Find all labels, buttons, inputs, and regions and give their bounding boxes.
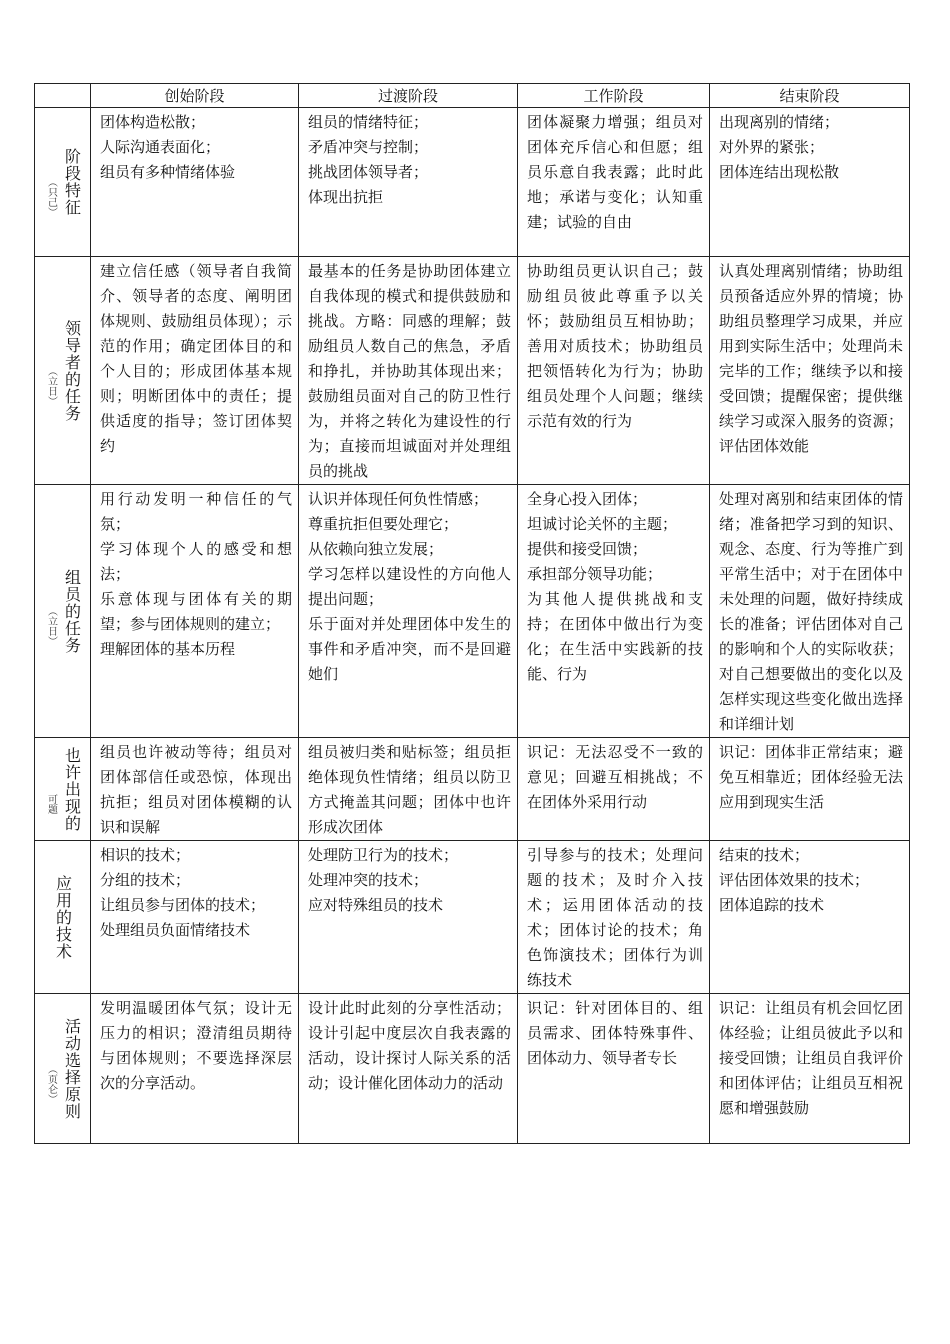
row-label: 应用的技术: [53, 874, 73, 960]
row-label: 领导者的任务: [62, 319, 82, 422]
table-cell: 认真处理离别情绪；协助组员预备适应外界的情境；协助组员整理学习成果，并应用到实际生活中；处理尚未完毕的工作；继续予以和接受回馈；提醒保密；提供继续学习或深入服务的资源；评估团体效能: [710, 257, 910, 485]
row-label: 活动选择原则: [62, 1017, 82, 1120]
table-cell: 识记：针对团体目的、组员需求、团体特殊事件、团体动力、领导者专长: [518, 994, 710, 1144]
col-header-ending: 结束阶段: [710, 84, 910, 108]
table-row: [35, 485, 910, 738]
row-sublabel: （立日）: [45, 365, 57, 406]
header-row: [35, 84, 910, 108]
col-header-transition: 过渡阶段: [299, 84, 518, 108]
table-cell: 处理对离别和结束团体的情绪；准备把学习到的知识、观念、态度、行为等推广到平常生活中；对于在团体中未处理的问题，做好持续成长的准备；评估团体对自己的影响和个人的实际收获；对自己想要做出的变化以及怎样实现这些变化做出选择和详细计划: [710, 485, 910, 738]
table-cell: 引导参与的技术；处理问题的技术；及时介入技术；运用团体活动的技术；团体讨论的技术；角色饰演技术；团体行为训练技术: [518, 841, 710, 994]
table-cell: 建立信任感（领导者自我简介、领导者的态度、阐明团体规则、鼓励组员体现）；示范的作用；确定团体目的和个人目的；形成团体基本规则；明断团体中的责任；提供适度的指导；签订团体契约: [91, 257, 299, 485]
row-label: 阶段特征: [62, 148, 82, 216]
table-cell: 团体凝聚力增强；组员对团体充斥信心和但愿；组员乐意自我表露；此时此地；承诺与变化；认知重建；试验的自由: [518, 108, 710, 257]
row-header: [35, 738, 91, 841]
col-header-working: 工作阶段: [518, 84, 710, 108]
table-cell: 处理防卫行为的技术； 处理冲突的技术； 应对特殊组员的技术: [299, 841, 518, 994]
row-sublabel: （只己）: [45, 177, 57, 217]
table-cell: 发明温暖团体气氛；设计无压力的相识；澄清组员期待与团体规则；不要选择深层次的分享活动。: [91, 994, 299, 1144]
table-cell: 识记：无法忍受不一致的意见；回避互相挑战；不在团体外采用行动: [518, 738, 710, 841]
table-cell: 组员被归类和贴标签；组员拒绝体现负性情绪；组员以防卫方式掩盖其问题；团体中也许形成次团体: [299, 738, 518, 841]
row-sublabel: （页仑）: [45, 1063, 57, 1104]
row-label: 组员的任务: [62, 568, 82, 654]
table-cell: 组员也许被动等待；组员对团体部信任或恐惊，体现出抗拒；组员对团体模糊的认识和误解: [91, 738, 299, 841]
row-label: 也许出现的: [62, 746, 82, 832]
corner-cell: [35, 84, 91, 108]
table-cell: 团体构造松散； 人际沟通表面化； 组员有多种情绪体验: [91, 108, 299, 257]
table-cell: 设计此时此刻的分享性活动；设计引起中度层次自我表露的活动，设计探讨人际关系的活动；设计催化团体动力的活动: [299, 994, 518, 1144]
table-cell: 用行动发明一种信任的气氛； 学习体现个人的感受和想法； 乐意体现与团体有关的期望；参与团体规则的建立； 理解团体的基本历程: [91, 485, 299, 738]
table-cell: 识记：让组员有机会回忆团体经验；让组员彼此予以和接受回馈；让组员自我评价和团体评估；让组员互相祝愿和增强鼓励: [710, 994, 910, 1144]
table-cell: 结束的技术； 评估团体效果的技术； 团体追踪的技术: [710, 841, 910, 994]
table-cell: 组员的情绪特征； 矛盾冲突与控制； 挑战团体领导者； 体现出抗拒: [299, 108, 518, 257]
table-row: [35, 841, 910, 994]
row-sublabel: 可题: [45, 794, 57, 814]
table-cell: 协助组员更认识自己；鼓励组员彼此尊重予以关怀；鼓励组员互相协助；善用对质技术；协助组员把领悟转化为行为；协助组员处理个人问题；继续示范有效的行为: [518, 257, 710, 485]
col-header-initial: 创始阶段: [91, 84, 299, 108]
table-row: [35, 994, 910, 1144]
row-header: [35, 841, 91, 994]
table-cell: 全身心投入团体； 坦诚讨论关怀的主题； 提供和接受回馈； 承担部分领导功能； 为其他人提供挑战和支持；在团体中做出行为变化；在生活中实践新的技能、行为: [518, 485, 710, 738]
row-header: [35, 994, 91, 1144]
table-cell: 出现离别的情绪； 对外界的紧张； 团体连结出现松散: [710, 108, 910, 257]
table-cell: 最基本的任务是协助团体建立自我体现的模式和提供鼓励和挑战。方略：同感的理解；鼓励组员人数自己的焦急，矛盾和挣扎，并协助其体现出来；鼓励组员面对自己的防卫性行为，并将之转化为建设性的行为；直接而坦诚面对并处理组员的挑战: [299, 257, 518, 485]
table-cell: 识记：团体非正常结束；避免互相靠近；团体经验无法应用到现实生活: [710, 738, 910, 841]
row-sublabel: （立日）: [45, 606, 57, 646]
table-cell: 相识的技术； 分组的技术； 让组员参与团体的技术； 处理组员负面情绪技术: [91, 841, 299, 994]
table-row: [35, 108, 910, 257]
table-cell: 认识并体现任何负性情感； 尊重抗拒但要处理它； 从依赖向独立发展； 学习怎样以建设性的方向他人提出问题； 乐于面对并处理团体中发生的事件和矛盾冲突，而不是回避她们: [299, 485, 518, 738]
stage-comparison-table: [34, 83, 910, 1144]
table-row: [35, 738, 910, 841]
row-header: [35, 257, 91, 485]
row-header: [35, 485, 91, 738]
table-row: [35, 257, 910, 485]
row-header: [35, 108, 91, 257]
